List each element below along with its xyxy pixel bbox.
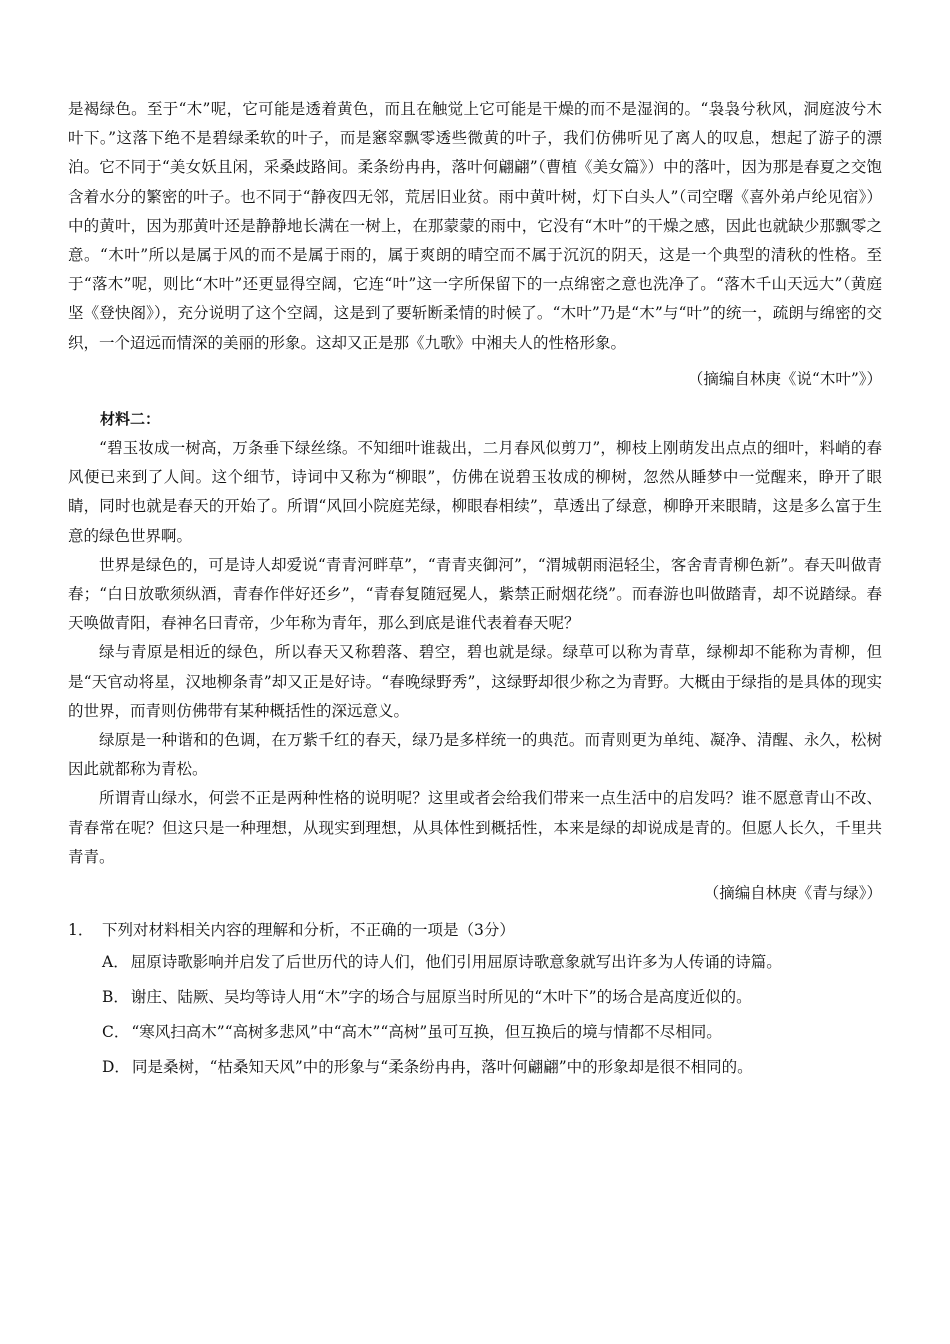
question-1 — [68, 916, 882, 945]
material2-paragraph: 绿原是一种谐和的色调，在万紫千红的春天，绿乃是多样统一的典范。而青则更为单纯、凝净、清醒、永久，松树因此就都称为青松。 — [68, 731, 882, 779]
question-stem: 下列对材料相关内容的理解和分析，不正确的一项是（3分） — [102, 921, 515, 940]
option-a — [102, 945, 882, 980]
material1-source: （摘编自林庚《说“木叶”》） — [687, 369, 882, 388]
option-letter: B． — [102, 988, 129, 1007]
option-d — [102, 1050, 882, 1085]
material2-source: （摘编自林庚《青与绿》） — [703, 884, 882, 903]
option-letter: A． — [102, 953, 129, 972]
option-text: 同是桑树，“枯桑知天风”中的形象与“柔条纷冉冉，落叶何翩翩”中的形象却是很不相同的。 — [131, 1058, 753, 1077]
option-text: 屈原诗歌影响并启发了后世历代的诗人们，他们引用屈原诗歌意象就写出许多为人传诵的诗篇。 — [130, 953, 782, 972]
material2-paragraph: 绿与青原是相近的绿色，所以春天又称碧落、碧空，碧也就是绿。绿草可以称为青草，绿柳却不能称为青柳，但是“天官动将星，汉地柳条青”却又正是好诗。“春晚绿野秀”，这绿野却很少称之为青野。大概由于绿指的是具体的现实的世界，而青则仿佛带有某种概括性的深远意义。 — [68, 643, 882, 720]
option-text: 谢庄、陆厥、吴均等诗人用“木”字的场合与屈原当时所见的“木叶下”的场合是高度近似的。 — [130, 988, 752, 1007]
material2-paragraph: 世界是绿色的，可是诗人却爱说“青青河畔草”，“青青夹御河”，“渭城朝雨浥轻尘，客舍青青柳色新”。春天叫做青春；“白日放歌须纵酒，青春作伴好还乡”，“青春复随冠冕人，紫禁正耐烟花绕”。而春游也叫做踏青，却不说踏绿。春天唤做青阳，春神名曰青帝，少年称为青年，那么到底是谁代表着春天呢？ — [68, 555, 882, 633]
question-options — [68, 945, 882, 1085]
document-page — [68, 95, 882, 1085]
material2-paragraph: “碧玉妆成一树高，万条垂下绿丝绦。不知细叶谁裁出，二月春风似剪刀”，柳枝上刚萌发出点点的细叶，料峭的春风便已来到了人间。这个细节，诗词中又称为“柳眼”，仿佛在说碧玉妆成的柳树，忽然从睡梦中一觉醒来，睁开了眼睛，同时也就是春天的开始了。所谓“风回小院庭芜绿，柳眼春相续”，草透出了绿意，柳睁开来眼睛，这是多么富于生意的绿色世界啊。 — [68, 439, 882, 545]
option-text: “寒风扫高木”“高树多悲风”中“高木”“高树”虽可互换，但互换后的境与情都不尽相同。 — [131, 1023, 722, 1042]
material2-heading: 材料二： — [100, 410, 161, 429]
material1-paragraph: 是褐绿色。至于“木”呢，它可能是透着黄色，而且在触觉上它可能是干燥的而不是湿润的。“袅袅兮秋风，洞庭波兮木叶下。”这落下绝不是碧绿柔软的叶子，而是窸窣飘零透些微黄的叶子，我们仿佛听见了离人的叹息，想起了游子的漂泊。它不同于“美女妖且闲，采桑歧路间。柔条纷冉冉，落叶何翩翩”（曹植《美女篇》）中的落叶，因为那是春夏之交饱含着水分的繁密的叶子。也不同于“静夜四无邻，荒居旧业贫。雨中黄叶树，灯下白头人”（司空曙《喜外弟卢纶见宿》）中的黄叶，因为那黄叶还是静静地长满在一树上，在那蒙蒙的雨中，它没有“木叶”的干燥之感，因此也就缺少那飘零之意。“木叶”所以是属于风的而不是属于雨的，属于爽朗的晴空而不属于沉沉的阴天，这是一个典型的清秋的性格。至于“落木”呢，则比“木叶”还更显得空阔，它连“叶”这一字所保留下的一点绵密之意也洗净了。“落木千山天远大”（黄庭坚《登快阁》），充分说明了这个空阔，这是到了要斩断柔情的时候了。“木叶”乃是“木”与“叶”的统一，疏朗与绵密的交织，一个迢远而情深的美丽的形象。这却又正是那《九歌》中湘夫人的性格形象。 — [68, 100, 882, 352]
option-c — [102, 1015, 882, 1050]
material2-paragraph: 所谓青山绿水，何尝不正是两种性格的说明呢？这里或者会给我们带来一点生活中的启发吗？谁不愿意青山不改、青春常在呢？但这只是一种理想，从现实到理想，从具体性到概括性，本来是绿的却说成是青的。但愿人长久，千里共青青。 — [68, 789, 882, 866]
option-b — [102, 980, 882, 1015]
option-letter: D． — [102, 1058, 130, 1077]
option-letter: C． — [102, 1023, 130, 1042]
question-number: 1． — [68, 921, 94, 940]
